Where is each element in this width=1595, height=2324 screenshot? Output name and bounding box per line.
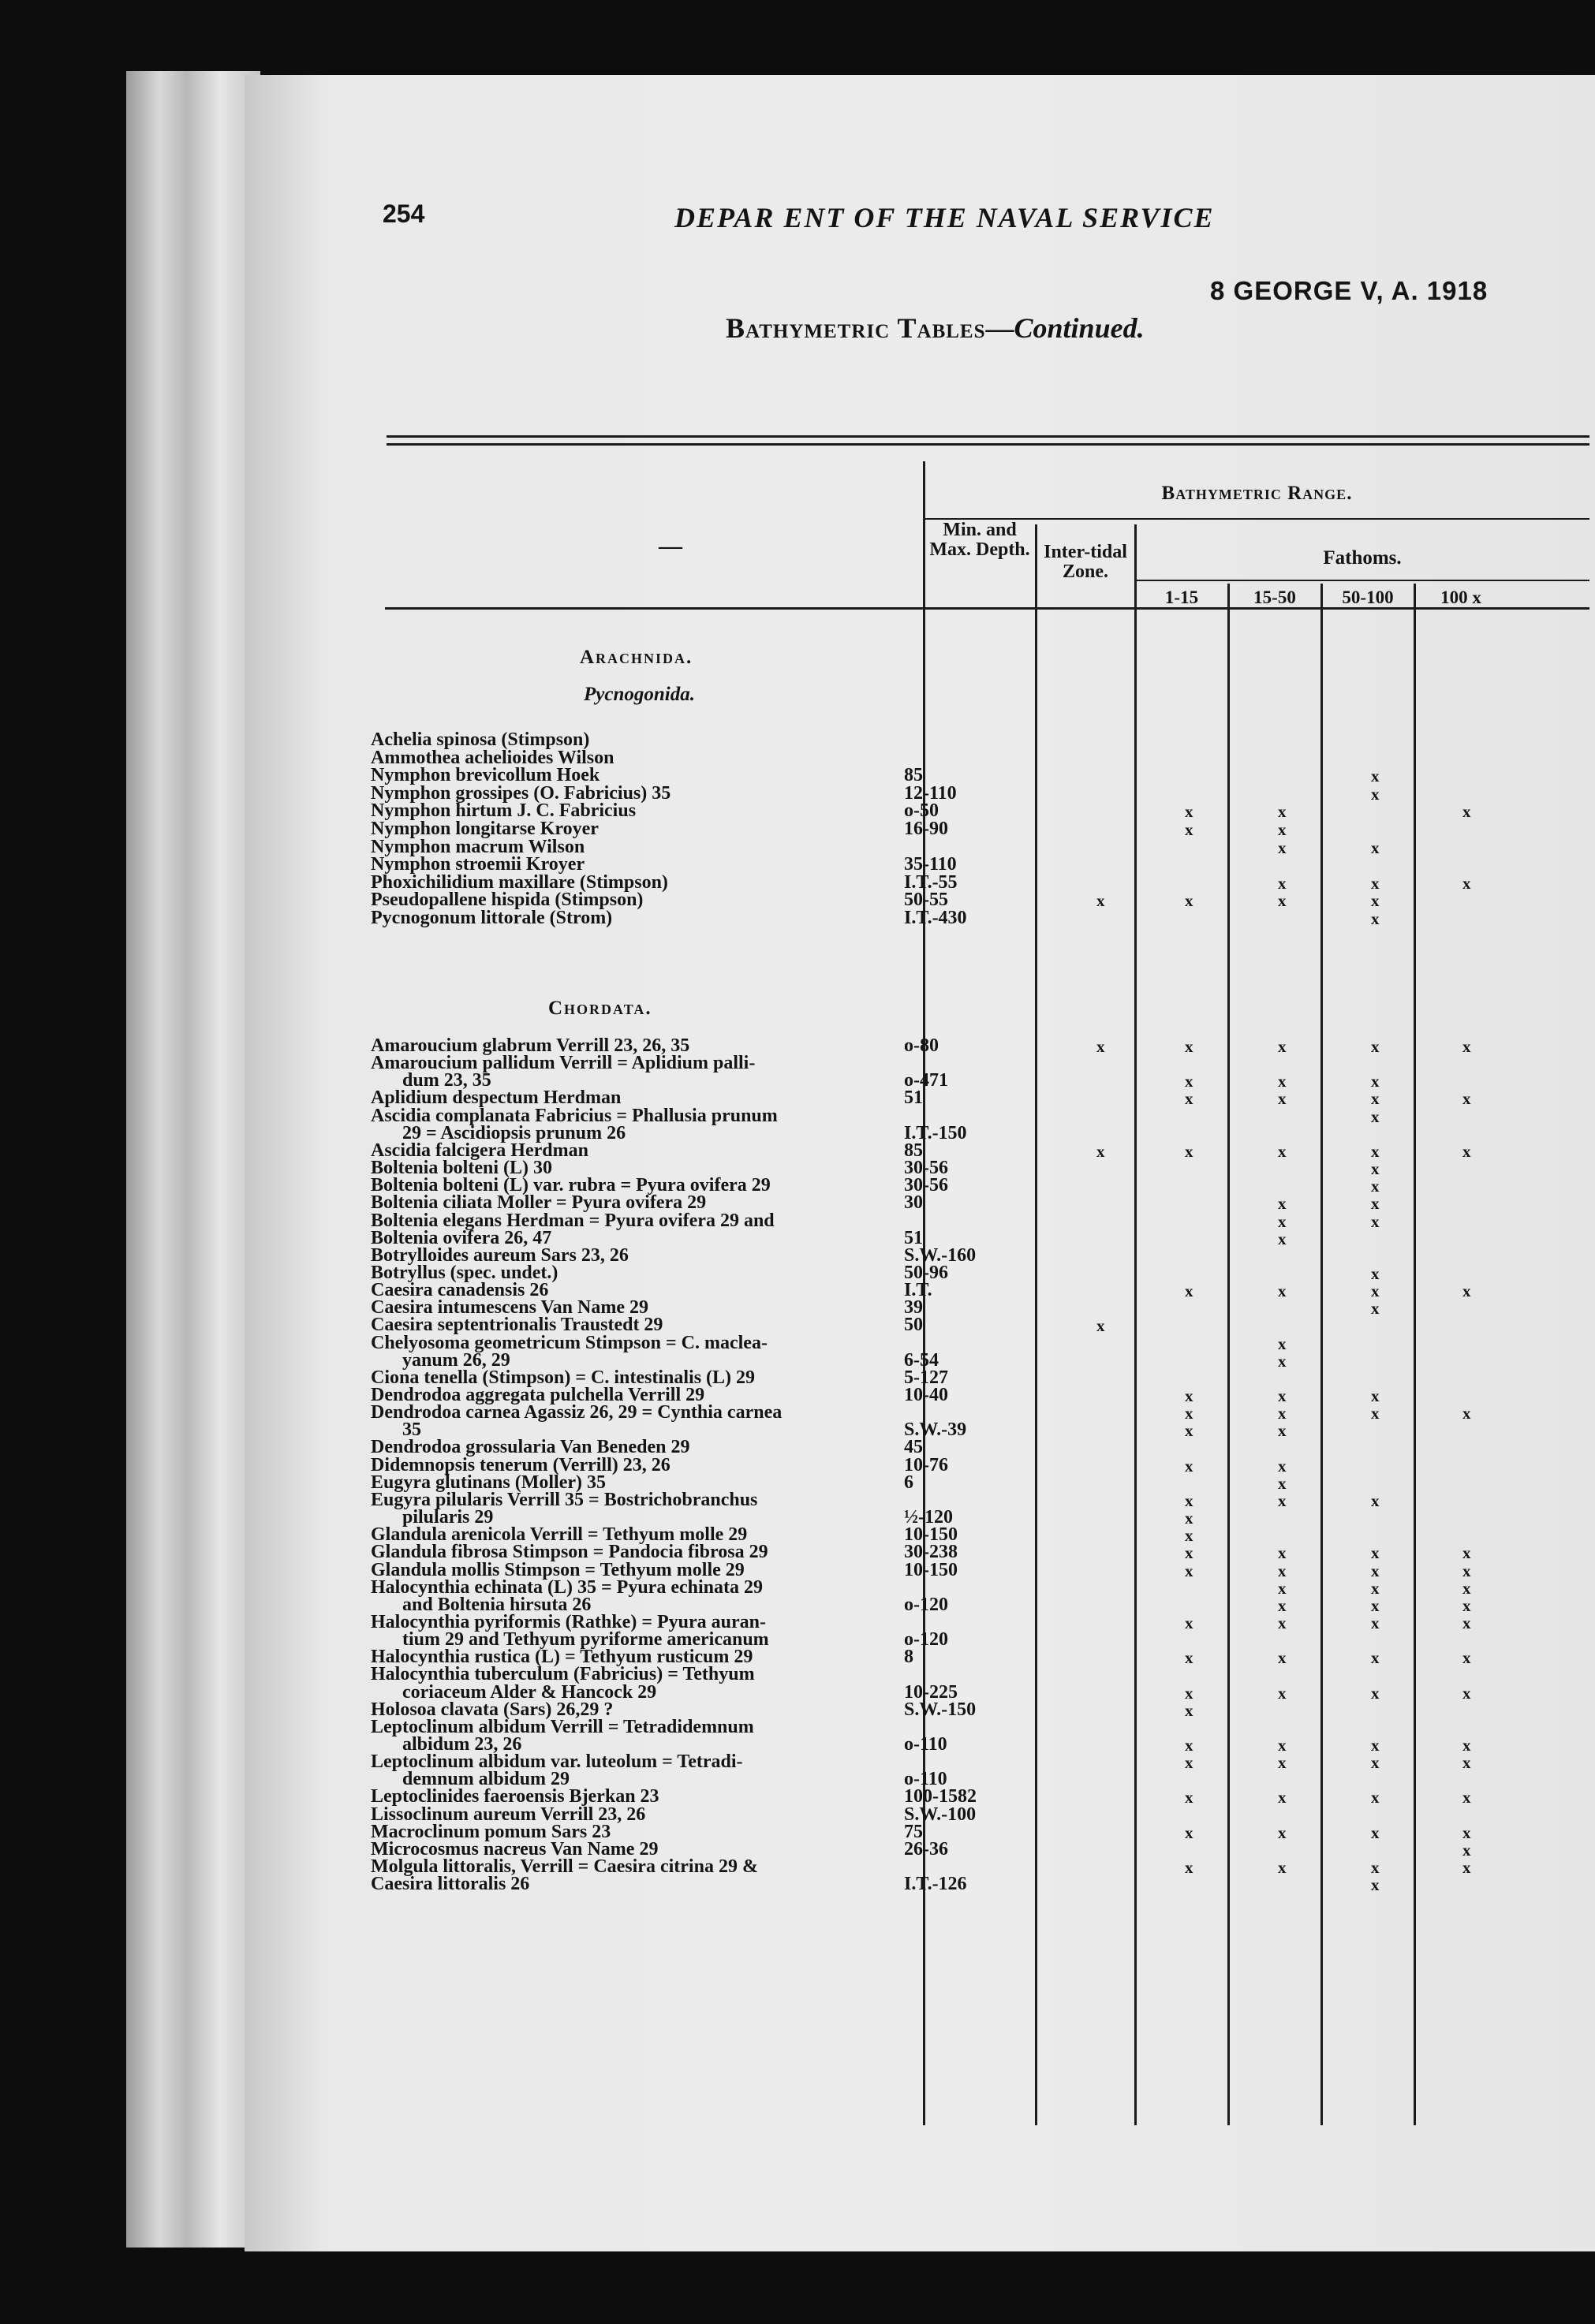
range-mark: x bbox=[1371, 1194, 1380, 1214]
range-mark: x bbox=[1278, 820, 1287, 839]
range-mark: x bbox=[1185, 1421, 1193, 1441]
range-mark: x bbox=[1462, 1578, 1471, 1598]
depth-value: 85 bbox=[904, 1140, 923, 1161]
range-mark: x bbox=[1185, 1141, 1193, 1161]
range-mark: x bbox=[1371, 1822, 1380, 1842]
depth-value: S.W.-160 bbox=[904, 1244, 977, 1266]
depth-value: o-120 bbox=[904, 1594, 948, 1615]
col-divider-15-50 bbox=[1227, 584, 1230, 2125]
range-mark: x bbox=[1462, 1543, 1471, 1563]
range-mark: x bbox=[1462, 1404, 1471, 1423]
depth-value: 100-1582 bbox=[904, 1786, 977, 1807]
range-mark: x bbox=[1278, 1072, 1287, 1091]
range-mark: x bbox=[1371, 1386, 1380, 1405]
species-name: Dendrodoa aggregata pulchella Verrill 29 bbox=[371, 1385, 705, 1405]
species-name: Nymphon longitarse Kroyer bbox=[371, 819, 599, 839]
rule-range bbox=[923, 518, 1589, 520]
table-title-continued: Continued. bbox=[1014, 312, 1145, 344]
range-mark: x bbox=[1278, 1211, 1287, 1231]
species-name: Halocynthia echinata (L) 35 = Pyura echinata 29 bbox=[371, 1576, 763, 1598]
range-mark: x bbox=[1371, 1490, 1380, 1510]
range-mark: x bbox=[1278, 1490, 1287, 1510]
species-name: pilularis 29 bbox=[402, 1507, 494, 1528]
col-100-header: 100 x bbox=[1440, 588, 1481, 607]
rule-top-2 bbox=[387, 443, 1589, 446]
depth-value: 85 bbox=[904, 765, 923, 786]
depth-value: 50-96 bbox=[904, 1262, 948, 1283]
table-row-name bbox=[371, 838, 1010, 856]
table-title bbox=[726, 311, 1145, 345]
species-name: 35 bbox=[402, 1419, 421, 1441]
depth-value: I.T.-55 bbox=[904, 871, 958, 893]
range-mark: x bbox=[1462, 1141, 1471, 1161]
depth-value: S.W.-100 bbox=[904, 1804, 977, 1825]
species-name: Microcosmus nacreus Van Name 29 bbox=[371, 1838, 659, 1860]
range-mark: x bbox=[1185, 1613, 1193, 1632]
depth-value: 30 bbox=[904, 1192, 923, 1214]
species-name: Nymphon stroemii Kroyer bbox=[371, 854, 585, 875]
range-mark: x bbox=[1371, 1089, 1380, 1109]
range-mark: x bbox=[1278, 1578, 1287, 1598]
species-name: Glandula arenicola Verrill = Tethyum molle 29 bbox=[371, 1524, 748, 1546]
range-mark: x bbox=[1185, 1509, 1193, 1528]
species-name: Amaroucium pallidum Verrill = Aplidium palli- bbox=[371, 1053, 756, 1074]
species-name: Eugyra pilularis Verrill 35 = Bostrichobranchus bbox=[371, 1489, 758, 1510]
species-name: Halocynthia tuberculum (Fabricius) = Tethyum bbox=[371, 1664, 755, 1685]
col-15-50-header: 15-50 bbox=[1253, 588, 1296, 607]
range-header: Bathymetric Range. bbox=[1161, 483, 1353, 504]
range-mark: x bbox=[1185, 820, 1193, 839]
range-mark: x bbox=[1185, 1072, 1193, 1091]
depth-value: o-80 bbox=[904, 1035, 939, 1056]
depth-value: 5-127 bbox=[904, 1367, 948, 1388]
range-mark: x bbox=[1371, 837, 1380, 857]
depth-value: o-110 bbox=[904, 1734, 947, 1755]
species-name: Eugyra glutinans (Moller) 35 bbox=[371, 1472, 606, 1493]
page-number: 254 bbox=[383, 200, 425, 228]
range-mark: x bbox=[1371, 1736, 1380, 1755]
section-pycnogonida: Pycnogonida. bbox=[584, 684, 695, 705]
depth-value: I.T.-126 bbox=[904, 1874, 967, 1895]
species-name: dum 23, 35 bbox=[402, 1070, 491, 1091]
range-mark: x bbox=[1185, 1281, 1193, 1301]
range-mark: x bbox=[1185, 1700, 1193, 1720]
depth-value: 50 bbox=[904, 1315, 923, 1336]
range-mark: x bbox=[1278, 1473, 1287, 1493]
range-mark: x bbox=[1371, 1613, 1380, 1632]
col-divider-100 bbox=[1414, 584, 1416, 2125]
range-mark: x bbox=[1278, 1037, 1287, 1056]
depth-value: o-50 bbox=[904, 800, 939, 822]
species-name: Ascidia falcigera Herdman bbox=[371, 1140, 588, 1161]
species-name: Glandula fibrosa Stimpson = Pandocia fibrosa 29 bbox=[371, 1542, 768, 1563]
range-mark: x bbox=[1278, 1386, 1287, 1405]
range-mark: x bbox=[1185, 1648, 1193, 1668]
col-divider-50-100 bbox=[1320, 584, 1323, 2125]
range-mark: x bbox=[1371, 1543, 1380, 1563]
species-name: yanum 26, 29 bbox=[402, 1349, 510, 1371]
range-mark: x bbox=[1185, 1037, 1193, 1056]
range-mark: x bbox=[1096, 1316, 1105, 1336]
depth-value: 45 bbox=[904, 1437, 923, 1458]
range-mark: x bbox=[1371, 1788, 1380, 1807]
species-name: Ascidia complanata Fabricius = Phallusia prunum bbox=[371, 1105, 778, 1126]
range-mark: x bbox=[1278, 1736, 1287, 1755]
range-mark: x bbox=[1278, 1648, 1287, 1668]
species-name: Dendrodoa grossularia Van Beneden 29 bbox=[371, 1437, 690, 1458]
range-mark: x bbox=[1278, 873, 1287, 893]
table-row-name bbox=[371, 731, 1010, 749]
species-name: Molgula littoralis, Verrill = Caesira citrina 29 & bbox=[371, 1856, 758, 1878]
species-name: Macroclinum pomum Sars 23 bbox=[371, 1821, 611, 1842]
range-mark: x bbox=[1371, 891, 1380, 911]
session-label: 8 GEORGE V, A. 1918 bbox=[1210, 276, 1489, 305]
range-mark: x bbox=[1185, 1526, 1193, 1546]
species-name: Leptoclinum albidum Verrill = Tetradidemnum bbox=[371, 1716, 754, 1737]
depth-value: 16-90 bbox=[904, 819, 948, 839]
depth-value: 30-238 bbox=[904, 1542, 958, 1563]
range-mark: x bbox=[1462, 802, 1471, 822]
species-name: Boltenia ovifera 26, 47 bbox=[371, 1227, 552, 1248]
col-50-100-header: 50-100 bbox=[1342, 588, 1394, 607]
range-mark: x bbox=[1462, 1037, 1471, 1056]
range-mark: x bbox=[1278, 891, 1287, 911]
range-mark: x bbox=[1278, 1683, 1287, 1703]
depth-value: 10-225 bbox=[904, 1681, 958, 1703]
depth-value: 26-36 bbox=[904, 1838, 948, 1860]
range-mark: x bbox=[1371, 1858, 1380, 1878]
species-name: Boltenia bolteni (L) 30 bbox=[371, 1158, 553, 1179]
col-divider-1-15 bbox=[1134, 524, 1137, 2125]
species-name: Didemnopsis tenerum (Verrill) 23, 26 bbox=[371, 1454, 670, 1475]
depth-value: 30-56 bbox=[904, 1175, 948, 1196]
range-mark: x bbox=[1462, 873, 1471, 893]
stub-header: — bbox=[659, 533, 682, 559]
species-name: Pycnogonum littorale (Strom) bbox=[371, 908, 613, 928]
depth-value: 51 bbox=[904, 1087, 923, 1109]
range-mark: x bbox=[1278, 1421, 1287, 1441]
species-name: Ciona tenella (Stimpson) = C. intestinalis (L) 29 bbox=[371, 1367, 756, 1388]
range-mark: x bbox=[1185, 1753, 1193, 1773]
range-mark: x bbox=[1371, 1159, 1380, 1179]
table-row-name bbox=[371, 749, 1010, 767]
page bbox=[245, 75, 1595, 2251]
range-mark: x bbox=[1371, 1037, 1380, 1056]
range-mark: x bbox=[1462, 1089, 1471, 1109]
range-mark: x bbox=[1278, 1753, 1287, 1773]
range-mark: x bbox=[1371, 1404, 1380, 1423]
species-name: Halocynthia pyriformis (Rathke) = Pyura auran- bbox=[371, 1611, 766, 1632]
range-mark: x bbox=[1371, 1578, 1380, 1598]
species-name: Nymphon brevicollum Hoek bbox=[371, 765, 600, 786]
running-head: DEPAR ENT OF THE NAVAL SERVICE bbox=[674, 202, 1215, 233]
range-mark: x bbox=[1371, 1595, 1380, 1615]
species-name: Amaroucium glabrum Verrill 23, 26, 35 bbox=[371, 1035, 690, 1056]
range-mark: x bbox=[1278, 837, 1287, 857]
species-name: Nymphon macrum Wilson bbox=[371, 836, 585, 857]
range-mark: x bbox=[1278, 1141, 1287, 1161]
species-name: tium 29 and Tethyum pyriforme americanum bbox=[402, 1629, 769, 1651]
range-mark: x bbox=[1185, 1822, 1193, 1842]
range-mark: x bbox=[1278, 1858, 1287, 1878]
species-name: Boltenia elegans Herdman = Pyura ovifera 29 and bbox=[371, 1210, 775, 1231]
range-mark: x bbox=[1185, 1736, 1193, 1755]
range-mark: x bbox=[1371, 1648, 1380, 1668]
species-name: Caesira littoralis 26 bbox=[371, 1874, 530, 1895]
depth-value: 39 bbox=[904, 1297, 923, 1319]
species-name: Boltenia ciliata Moller = Pyura ovifera 29 bbox=[371, 1192, 707, 1214]
depth-value: 35-110 bbox=[904, 854, 957, 875]
species-name: Achelia spinosa (Stimpson) bbox=[371, 729, 590, 750]
range-mark: x bbox=[1462, 1788, 1471, 1807]
depth-value: 10-150 bbox=[904, 1559, 958, 1580]
depth-value: I.T.-430 bbox=[904, 908, 967, 928]
range-mark: x bbox=[1185, 891, 1193, 911]
species-name: Lissoclinum aureum Verrill 23, 26 bbox=[371, 1804, 646, 1825]
range-mark: x bbox=[1185, 1404, 1193, 1423]
range-mark: x bbox=[1278, 1229, 1287, 1248]
range-mark: x bbox=[1371, 784, 1380, 804]
depth-value: ½-120 bbox=[904, 1507, 953, 1528]
depth-value: o-120 bbox=[904, 1629, 948, 1651]
range-mark: x bbox=[1185, 1683, 1193, 1703]
species-name: Nymphon grossipes (O. Fabricius) 35 bbox=[371, 782, 671, 804]
species-name: Leptoclinum albidum var. luteolum = Tetradi- bbox=[371, 1751, 743, 1773]
range-mark: x bbox=[1278, 1822, 1287, 1842]
range-mark: x bbox=[1278, 1788, 1287, 1807]
depth-value: 6 bbox=[904, 1472, 913, 1493]
depth-value: I.T. bbox=[904, 1280, 932, 1301]
depth-value: 50-55 bbox=[904, 890, 948, 911]
depth-value: o-471 bbox=[904, 1070, 948, 1091]
species-name: Botrylloides aureum Sars 23, 26 bbox=[371, 1244, 629, 1266]
fathoms-header: Fathoms. bbox=[1323, 547, 1402, 569]
species-name: Aplidium despectum Herdman bbox=[371, 1087, 622, 1109]
col-divider-intertidal bbox=[1035, 524, 1037, 2125]
range-mark: x bbox=[1185, 1561, 1193, 1580]
depth-value: 12-110 bbox=[904, 782, 957, 804]
range-mark: x bbox=[1371, 1072, 1380, 1091]
range-mark: x bbox=[1371, 1753, 1380, 1773]
range-mark: x bbox=[1371, 1177, 1380, 1196]
species-name: Holosoa clavata (Sars) 26,29 ? bbox=[371, 1699, 614, 1720]
range-mark: x bbox=[1462, 1822, 1471, 1842]
range-mark: x bbox=[1462, 1561, 1471, 1580]
min-max-header: Min. and Max. Depth. bbox=[929, 520, 1030, 560]
species-name: Ammothea achelioides Wilson bbox=[371, 747, 614, 768]
species-name: Phoxichilidium maxillare (Stimpson) bbox=[371, 871, 668, 893]
range-mark: x bbox=[1185, 1089, 1193, 1109]
species-name: demnum albidum 29 bbox=[402, 1769, 570, 1790]
range-mark: x bbox=[1185, 802, 1193, 822]
range-mark: x bbox=[1278, 1334, 1287, 1353]
col-1-15-header: 1-15 bbox=[1164, 588, 1199, 607]
range-mark: x bbox=[1462, 1281, 1471, 1301]
species-name: Caesira intumescens Van Name 29 bbox=[371, 1297, 648, 1319]
range-mark: x bbox=[1371, 909, 1380, 928]
table-title-dash: — bbox=[985, 312, 1014, 344]
range-mark: x bbox=[1278, 802, 1287, 822]
range-mark: x bbox=[1462, 1595, 1471, 1615]
depth-value: 10-40 bbox=[904, 1385, 948, 1405]
rule-top-1 bbox=[387, 435, 1589, 438]
species-name: albidum 23, 26 bbox=[402, 1734, 522, 1755]
intertidal-header: Inter-tidal Zone. bbox=[1044, 542, 1127, 582]
species-name: Caesira canadensis 26 bbox=[371, 1280, 549, 1301]
species-name: Leptoclinides faeroensis Bjerkan 23 bbox=[371, 1786, 659, 1807]
range-mark: x bbox=[1278, 1613, 1287, 1632]
range-mark: x bbox=[1462, 1613, 1471, 1632]
table-title-caps: Bathymetric Tables bbox=[726, 312, 986, 344]
range-mark: x bbox=[1278, 1595, 1287, 1615]
range-mark: x bbox=[1185, 1456, 1193, 1475]
species-name: Chelyosoma geometricum Stimpson = C. maclea- bbox=[371, 1332, 768, 1353]
range-mark: x bbox=[1371, 1141, 1380, 1161]
range-mark: x bbox=[1278, 1543, 1287, 1563]
book-spine bbox=[126, 71, 260, 2248]
species-name: 29 = Ascidiopsis prunum 26 bbox=[402, 1122, 626, 1143]
range-mark: x bbox=[1462, 1736, 1471, 1755]
depth-value: 6-54 bbox=[904, 1349, 939, 1371]
range-mark: x bbox=[1278, 1561, 1287, 1580]
range-mark: x bbox=[1278, 1089, 1287, 1109]
range-mark: x bbox=[1371, 1263, 1380, 1283]
range-mark: x bbox=[1371, 1875, 1380, 1895]
range-mark: x bbox=[1278, 1194, 1287, 1214]
range-mark: x bbox=[1371, 1106, 1380, 1126]
rule-header-bottom bbox=[385, 607, 1589, 610]
range-mark: x bbox=[1371, 1561, 1380, 1580]
range-mark: x bbox=[1278, 1404, 1287, 1423]
species-name: Dendrodoa carnea Agassiz 26, 29 = Cynthia carnea bbox=[371, 1402, 783, 1423]
range-mark: x bbox=[1185, 1788, 1193, 1807]
depth-value: 51 bbox=[904, 1227, 923, 1248]
depth-value: I.T.-150 bbox=[904, 1122, 967, 1143]
depth-value: 30-56 bbox=[904, 1158, 948, 1179]
range-mark: x bbox=[1096, 1037, 1105, 1056]
range-mark: x bbox=[1371, 767, 1380, 786]
depth-value: o-110 bbox=[904, 1769, 947, 1790]
range-mark: x bbox=[1371, 1683, 1380, 1703]
range-mark: x bbox=[1278, 1456, 1287, 1475]
section-arachnida: Arachnida. bbox=[580, 647, 693, 668]
species-name: Glandula mollis Stimpson = Tethyum molle 29 bbox=[371, 1559, 745, 1580]
section-chordata: Chordata. bbox=[548, 998, 652, 1019]
species-name: Caesira septentrionalis Traustedt 29 bbox=[371, 1315, 663, 1336]
species-name: Boltenia bolteni (L) var. rubra = Pyura ovifera 29 bbox=[371, 1175, 771, 1196]
range-mark: x bbox=[1462, 1648, 1471, 1668]
species-name: Pseudopallene hispida (Stimpson) bbox=[371, 890, 644, 911]
species-name: Halocynthia rustica (L) = Tethyum rusticum 29 bbox=[371, 1647, 753, 1668]
range-mark: x bbox=[1096, 1141, 1105, 1161]
depth-value: 10-150 bbox=[904, 1524, 958, 1546]
depth-value: 8 bbox=[904, 1647, 913, 1668]
species-name: coriaceum Alder & Hancock 29 bbox=[402, 1681, 657, 1703]
species-name: and Boltenia hirsuta 26 bbox=[402, 1594, 592, 1615]
depth-value: 10-76 bbox=[904, 1454, 948, 1475]
range-mark: x bbox=[1278, 1281, 1287, 1301]
depth-value: S.W.-39 bbox=[904, 1419, 967, 1441]
range-mark: x bbox=[1371, 1211, 1380, 1231]
rule-fathoms bbox=[1134, 580, 1589, 581]
depth-value: S.W.-150 bbox=[904, 1699, 977, 1720]
depth-value: 75 bbox=[904, 1821, 923, 1842]
range-mark: x bbox=[1462, 1683, 1471, 1703]
range-mark: x bbox=[1185, 1858, 1193, 1878]
range-mark: x bbox=[1371, 1281, 1380, 1301]
range-mark: x bbox=[1462, 1753, 1471, 1773]
range-mark: x bbox=[1278, 1351, 1287, 1371]
range-mark: x bbox=[1462, 1858, 1471, 1878]
range-mark: x bbox=[1185, 1543, 1193, 1563]
range-mark: x bbox=[1185, 1386, 1193, 1405]
range-mark: x bbox=[1371, 1299, 1380, 1319]
species-name: Botryllus (spec. undet.) bbox=[371, 1262, 558, 1283]
species-name: Nymphon hirtum J. C. Fabricius bbox=[371, 800, 637, 822]
range-mark: x bbox=[1462, 1840, 1471, 1860]
range-mark: x bbox=[1185, 1490, 1193, 1510]
range-mark: x bbox=[1371, 873, 1380, 893]
range-mark: x bbox=[1096, 891, 1105, 911]
